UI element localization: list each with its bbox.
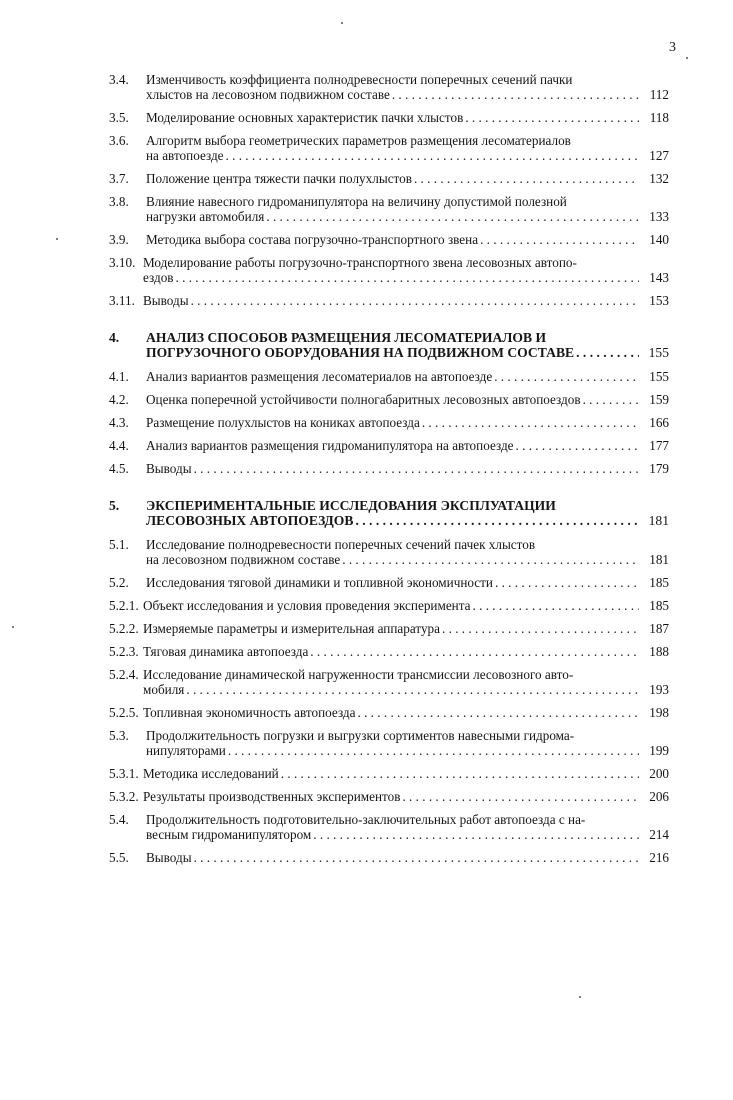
toc-entry-title-line: Моделирование основных характеристик пачки хлыстов: [146, 110, 464, 125]
toc-page-number: 118: [649, 110, 669, 125]
dot-leader: [495, 575, 639, 590]
toc-entry-title: [143, 667, 669, 697]
toc-entry-number: 5.2.4.: [109, 667, 139, 682]
toc-chapter: [109, 330, 669, 360]
toc-entry-number: 4.5.: [109, 461, 129, 476]
dot-leader: [516, 438, 639, 453]
toc-page-number: 206: [649, 789, 669, 804]
toc-entry-title: [143, 766, 669, 781]
toc-entry-number: 5.: [109, 498, 120, 513]
toc-entry-title: [146, 232, 669, 247]
toc-entry-number: 3.4.: [109, 72, 129, 87]
toc-entry: [109, 72, 669, 102]
toc-entry-title-line: ПОГРУЗОЧНОГО ОБОРУДОВАНИЯ НА ПОДВИЖНОМ СОСТАВЕ: [146, 345, 575, 360]
toc-entry-title-line: хлыстов на лесовозном подвижном составе: [146, 87, 390, 102]
toc-page-number: 166: [649, 415, 669, 430]
toc-entry-title: [146, 194, 669, 224]
toc-page-number: 185: [649, 575, 669, 590]
toc-entry-title-line: мобиля: [143, 682, 185, 697]
toc-entry-title: [143, 621, 669, 636]
page-number: 3: [669, 40, 676, 55]
toc-page-number: 153: [649, 293, 669, 308]
toc-entry-number: 4.1.: [109, 369, 129, 384]
toc-entry: [109, 644, 669, 659]
toc-page-number: 214: [649, 827, 669, 842]
toc-entry: [109, 789, 669, 804]
toc-entry: [109, 537, 669, 567]
toc-entry-title: [143, 644, 669, 659]
toc-entry: [109, 766, 669, 781]
dot-leader: [414, 171, 639, 186]
dot-leader: [191, 293, 639, 308]
toc-entry-number: 3.8.: [109, 194, 129, 209]
toc-page-number: 185: [649, 598, 669, 613]
toc-page-number: 193: [649, 682, 669, 697]
toc-entry-number: 5.3.2.: [109, 789, 139, 804]
toc-entry: [109, 392, 669, 407]
toc-entry-title-line: Результаты производственных экспериментов: [143, 789, 401, 804]
toc-entry: [109, 171, 669, 186]
toc-entry-title: [146, 369, 669, 384]
toc-entry-title-line: Анализ вариантов размещения лесоматериалов на автопоезде: [146, 369, 493, 384]
toc-page-number: 181: [649, 552, 669, 567]
toc-entry: [109, 812, 669, 842]
dot-leader: [176, 270, 639, 285]
dot-leader: [576, 345, 639, 360]
toc-entry-title-line: Объект исследования и условия проведения эксперимента: [143, 598, 471, 613]
toc-entry-number: 5.2.5.: [109, 705, 139, 720]
toc-entry-title: [146, 415, 669, 430]
dot-leader: [228, 743, 639, 758]
toc-entry-number: 3.7.: [109, 171, 129, 186]
dot-leader: [357, 705, 639, 720]
dot-leader: [226, 148, 639, 163]
toc-entry: [109, 728, 669, 758]
dot-leader: [442, 621, 639, 636]
scan-speck: [12, 626, 14, 628]
scan-speck: [579, 996, 581, 998]
toc-entry-number: 3.9.: [109, 232, 129, 247]
dot-leader: [266, 209, 639, 224]
toc-page-number: 140: [649, 232, 669, 247]
toc-entry-title-line: ЭКСПЕРИМЕНТАЛЬНЫЕ ИССЛЕДОВАНИЯ ЭКСПЛУАТАЦИИ: [146, 498, 556, 513]
dot-leader: [194, 850, 639, 865]
dot-leader: [402, 789, 639, 804]
toc-entry-title: [146, 498, 669, 528]
toc-entry: [109, 705, 669, 720]
toc-entry-title: [146, 133, 669, 163]
dot-leader: [186, 682, 639, 697]
toc-entry: [109, 133, 669, 163]
toc-entry-number: 5.3.: [109, 728, 129, 743]
toc-entry: [109, 850, 669, 865]
toc-entry-title-line: Исследование динамической нагруженности трансмиссии лесовозного авто-: [143, 667, 574, 682]
toc-entry-title-line: Топливная экономичность автопоезда: [143, 705, 356, 720]
toc-entry-title-line: Оценка поперечной устойчивости полногабаритных лесовозных автопоездов: [146, 392, 581, 407]
toc-page-number: 200: [649, 766, 669, 781]
toc-entry-number: 3.6.: [109, 133, 129, 148]
toc-entry: [109, 232, 669, 247]
toc-entry-title-line: Методика исследований: [143, 766, 279, 781]
toc-entry: [109, 255, 669, 285]
toc-entry-number: 4.4.: [109, 438, 129, 453]
toc-entry: [109, 575, 669, 590]
toc-entry-title-line: Измеряемые параметры и измерительная аппаратура: [143, 621, 440, 636]
dot-leader: [392, 87, 639, 102]
toc-entry-title: [143, 705, 669, 720]
toc-page-number: 127: [649, 148, 669, 163]
dot-leader: [422, 415, 639, 430]
toc-page-number: 187: [649, 621, 669, 636]
toc-page-number: 155: [649, 369, 669, 384]
toc-entry-number: 5.1.: [109, 537, 129, 552]
dot-leader: [465, 110, 639, 125]
toc-entry-title: [146, 850, 669, 865]
dot-leader: [281, 766, 639, 781]
toc-entry-title: [143, 293, 669, 308]
dot-leader: [342, 552, 639, 567]
toc-entry-number: 4.: [109, 330, 120, 345]
toc-entry-title-line: Продолжительность погрузки и выгрузки сортиментов навесными гидрома-: [146, 728, 575, 743]
toc-entry-title-line: Выводы: [143, 293, 189, 308]
toc-entry-title: [146, 537, 669, 567]
toc-entry-title: [146, 330, 669, 360]
scan-speck: [56, 238, 58, 240]
toc-page-number: 159: [649, 392, 669, 407]
toc-entry: [109, 293, 669, 308]
toc-entry-title-line: ЛЕСОВОЗНЫХ АВТОПОЕЗДОВ: [146, 513, 354, 528]
dot-leader: [355, 513, 639, 528]
toc-entry-title-line: нипуляторами: [146, 743, 226, 758]
toc-entry-title-line: Методика выбора состава погрузочно-транспортного звена: [146, 232, 479, 247]
toc-entry-number: 3.11.: [109, 293, 135, 308]
toc-entry-title-line: Размещение полухлыстов на кониках автопоезда: [146, 415, 420, 430]
toc-entry-number: 5.2.: [109, 575, 129, 590]
toc-entry-title-line: Выводы: [146, 850, 192, 865]
toc-entry-title: [143, 789, 669, 804]
toc-entry-title: [146, 438, 669, 453]
dot-leader: [583, 392, 639, 407]
toc-page-number: 143: [649, 270, 669, 285]
toc-entry: [109, 369, 669, 384]
toc-page-number: 177: [649, 438, 669, 453]
scan-speck: [341, 22, 343, 24]
toc-entry-title-line: Продолжительность подготовительно-заключительных работ автопоезда с на-: [146, 812, 586, 827]
dot-leader: [473, 598, 639, 613]
toc-entry-number: 3.10.: [109, 255, 136, 270]
toc-entry-title: [146, 575, 669, 590]
toc-page-number: 155: [648, 345, 669, 360]
toc-entry-title-line: Изменчивость коэффициента полнодревесности поперечных сечений пачки: [146, 72, 573, 87]
toc-entry: [109, 194, 669, 224]
toc-entry: [109, 438, 669, 453]
dot-leader: [310, 644, 639, 659]
toc-page-number: 112: [649, 87, 669, 102]
toc-entry-title: [146, 812, 669, 842]
toc-entry-title: [146, 72, 669, 102]
toc-page-number: 132: [649, 171, 669, 186]
toc-entry-title-line: Алгоритм выбора геометрических параметров размещения лесоматериалов: [146, 133, 571, 148]
table-of-contents: [109, 72, 669, 873]
toc-entry-number: 3.5.: [109, 110, 129, 125]
toc-entry: [109, 621, 669, 636]
toc-entry: [109, 461, 669, 476]
toc-entry-title-line: Выводы: [146, 461, 192, 476]
toc-entry-number: 4.3.: [109, 415, 129, 430]
toc-entry-number: 5.4.: [109, 812, 129, 827]
toc-entry-title: [143, 598, 669, 613]
toc-page-number: 216: [649, 850, 669, 865]
toc-page-number: 199: [649, 743, 669, 758]
toc-page-number: 133: [649, 209, 669, 224]
toc-entry-title-line: Влияние навесного гидроманипулятора на величину допустимой полезной: [146, 194, 567, 209]
toc-entry-number: 5.2.1.: [109, 598, 139, 613]
toc-entry-title: [146, 728, 669, 758]
toc-entry-title-line: на автопоезде: [146, 148, 224, 163]
toc-entry-title: [146, 461, 669, 476]
toc-entry-title-line: Исследование полнодревесности поперечных сечений пачек хлыстов: [146, 537, 536, 552]
toc-entry-title-line: нагрузки автомобиля: [146, 209, 265, 224]
toc-entry-number: 5.2.2.: [109, 621, 139, 636]
scan-speck: [686, 57, 688, 59]
toc-entry-title-line: Моделирование работы погрузочно-транспортного звена лесовозных автопо-: [143, 255, 577, 270]
toc-entry-title-line: весным гидроманипулятором: [146, 827, 312, 842]
toc-entry-title-line: на лесовозном подвижном составе: [146, 552, 341, 567]
toc-entry-title-line: Исследования тяговой динамики и топливной экономичности: [146, 575, 493, 590]
dot-leader: [313, 827, 639, 842]
toc-entry-title: [146, 171, 669, 186]
toc-entry: [109, 110, 669, 125]
toc-chapter: [109, 498, 669, 528]
dot-leader: [480, 232, 639, 247]
toc-entry-title: [143, 255, 669, 285]
toc-entry: [109, 415, 669, 430]
toc-entry-number: 5.2.3.: [109, 644, 139, 659]
toc-entry: [109, 667, 669, 697]
toc-entry-number: 5.3.1.: [109, 766, 139, 781]
toc-page-number: 188: [649, 644, 669, 659]
toc-entry-number: 5.5.: [109, 850, 129, 865]
toc-entry-title-line: Положение центра тяжести пачки полухлыстов: [146, 171, 412, 186]
toc-entry-number: 4.2.: [109, 392, 129, 407]
toc-entry-title-line: Тяговая динамика автопоезда: [143, 644, 309, 659]
toc-page-number: 179: [649, 461, 669, 476]
toc-entry: [109, 598, 669, 613]
toc-page-number: 181: [648, 513, 669, 528]
toc-entry-title: [146, 392, 669, 407]
toc-page-number: 198: [649, 705, 669, 720]
toc-entry-title-line: Анализ вариантов размещения гидроманипулятора на автопоезде: [146, 438, 514, 453]
dot-leader: [194, 461, 639, 476]
toc-entry-title-line: АНАЛИЗ СПОСОБОВ РАЗМЕЩЕНИЯ ЛЕСОМАТЕРИАЛОВ И: [146, 330, 547, 345]
toc-entry-title-line: ездов: [143, 270, 174, 285]
dot-leader: [494, 369, 639, 384]
toc-entry-title: [146, 110, 669, 125]
